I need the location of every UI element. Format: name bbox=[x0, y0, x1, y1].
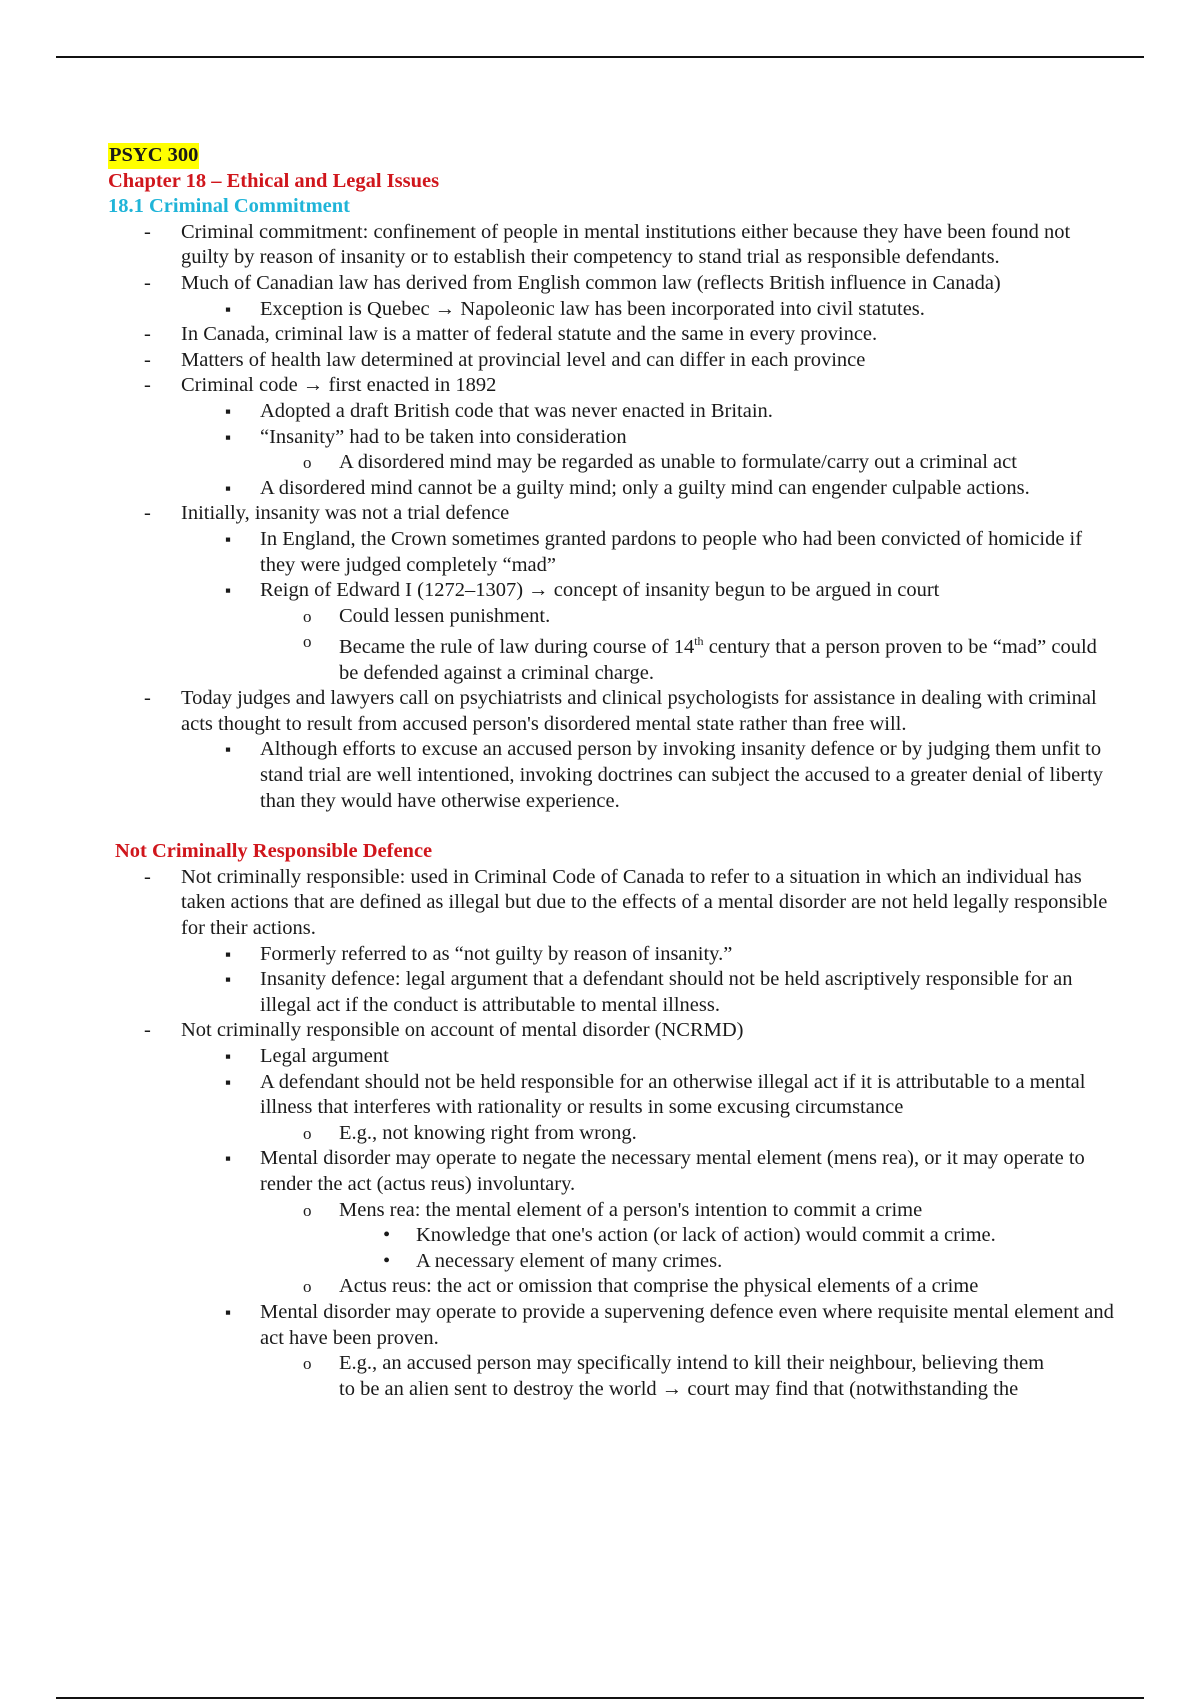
sub-list-item-text: “Insanity” had to be taken into consideration bbox=[260, 425, 627, 448]
text-line: o E.g., an accused person may specifically intend to kill their neighbour, believing them bbox=[339, 1352, 1045, 1375]
sub-list-item bbox=[181, 1070, 1118, 1147]
list-item: - Criminal commitment: confinement of people in mental institutions either because they have been found not guilty by reason of insanity or to establish their competency to stand trial as responsible defendants. bbox=[108, 220, 1118, 271]
chapter-title: Chapter 18 – Ethical and Legal Issues bbox=[108, 169, 440, 192]
sub-list-item: ▪ Insanity defence: legal argument that a defendant should not be held ascriptively responsible for an illegal act if the conduct is attributable to mental illness. bbox=[181, 967, 1118, 1018]
text-part: Became the rule of law during course of 14 bbox=[339, 636, 695, 659]
section-title-ncr-defence: Not Criminally Responsible Defence bbox=[115, 840, 433, 863]
sub-sub-list-item: o A disordered mind may be regarded as unable to formulate/carry out a criminal act bbox=[260, 450, 1118, 476]
sub-sub-list-item: o E.g., not knowing right from wrong. bbox=[260, 1121, 1118, 1147]
sub-sub-list-item: o Could lessen punishment. bbox=[260, 604, 1118, 630]
deep-list-item: • A necessary element of many crimes. bbox=[339, 1249, 1118, 1275]
sub-list-item bbox=[181, 425, 1118, 476]
list-item bbox=[108, 1018, 1118, 1402]
header-rule bbox=[56, 56, 1144, 58]
ncr-defence-list bbox=[108, 865, 1118, 1402]
sub-sub-list-item bbox=[260, 1198, 1118, 1275]
list-item bbox=[108, 686, 1118, 814]
list-item bbox=[108, 271, 1118, 322]
sub-sub-list-item bbox=[260, 629, 1118, 686]
sub-sub-list-item-text: Mens rea: the mental element of a person's intention to commit a crime bbox=[339, 1198, 923, 1221]
sub-list-item: ▪ Formerly referred to as “not guilty by reason of insanity.” bbox=[181, 942, 1118, 968]
list-item-text: Today judges and lawyers call on psychiatrists and clinical psychologists for assistance in dealing with criminal acts thought to result from accused person's disordered mental state rather than free will. bbox=[181, 687, 1097, 735]
sub-list-item: ▪ A disordered mind cannot be a guilty mind; only a guilty mind can engender culpable actions. bbox=[181, 476, 1118, 502]
sub-list-item: ▪ Although efforts to excuse an accused person by invoking insanity defence or by judging them unfit to stand trial are well intentioned, invoking doctrines can subject the accused to a greater denial of liberty than they would have otherwise experience. bbox=[181, 737, 1118, 814]
sub-list-item: ▪ Adopted a draft British code that was never enacted in Britain. bbox=[181, 399, 1118, 425]
sub-list-item-text: Reign of Edward I (1272–1307) → concept of insanity begun to be argued in court bbox=[260, 579, 940, 602]
text-line: to be an alien sent to destroy the world → court may find that (notwithstanding the bbox=[339, 1377, 1019, 1400]
deep-list-item: • Knowledge that one's action (or lack of action) would commit a crime. bbox=[339, 1223, 1118, 1249]
superscript: th bbox=[694, 634, 704, 649]
list-item-text: Much of Canadian law has derived from English common law (reflects British influence in Canada) bbox=[181, 271, 1001, 294]
sub-list-item bbox=[181, 578, 1118, 686]
list-item-text: Initially, insanity was not a trial defence bbox=[181, 502, 510, 525]
section-title-criminal-commitment: 18.1 Criminal Commitment bbox=[108, 195, 350, 218]
sub-list-item bbox=[181, 1300, 1118, 1402]
list-item-text: Not criminally responsible on account of mental disorder (NCRMD) bbox=[181, 1019, 744, 1042]
text-part: century that a person proven to be “mad” could be defended against a criminal charge. bbox=[339, 636, 1097, 684]
sub-sub-list-item: o Actus reus: the act or omission that comprise the physical elements of a crime bbox=[260, 1274, 1118, 1300]
sub-list-item bbox=[181, 1146, 1118, 1300]
list-item: - Matters of health law determined at provincial level and can differ in each province bbox=[108, 348, 1118, 374]
list-item: - In Canada, criminal law is a matter of federal statute and the same in every province. bbox=[108, 322, 1118, 348]
list-item bbox=[108, 865, 1118, 1019]
list-item-text: Criminal code → first enacted in 1892 bbox=[181, 374, 497, 397]
list-item-text: Not criminally responsible: used in Criminal Code of Canada to refer to a situation in which an individual has taken actions that are defined as illegal but due to the effects of a mental disorder are not held legally responsible for their actions. bbox=[181, 865, 1108, 940]
list-item bbox=[108, 373, 1118, 501]
sub-sub-list-item bbox=[260, 1351, 1118, 1402]
sub-list-item: ▪ Legal argument bbox=[181, 1044, 1118, 1070]
list-item bbox=[108, 501, 1118, 686]
sub-list-item-text: Mental disorder may operate to provide a supervening defence even where requisite mental element and act have been proven. bbox=[260, 1300, 1114, 1349]
sub-list-item: ▪ In England, the Crown sometimes granted pardons to people who had been convicted of homicide if they were judged completely “mad” bbox=[181, 527, 1118, 578]
sub-list-item-text: Mental disorder may operate to negate the necessary mental element (mens rea), or it may operate to render the act (actus reus) involuntary. bbox=[260, 1147, 1085, 1195]
course-code: PSYC 300 bbox=[108, 143, 199, 169]
footer-rule bbox=[56, 1697, 1144, 1699]
sub-list-item-text: A defendant should not be held responsible for an otherwise illegal act if it is attributable to a mental illness that interferes with rationality or results in some excusing circumstance bbox=[260, 1070, 1086, 1119]
document-page bbox=[108, 143, 1118, 1402]
criminal-commitment-list bbox=[108, 220, 1118, 814]
sub-list-item: ▪ Exception is Quebec → Napoleonic law has been incorporated into civil statutes. bbox=[181, 297, 1118, 323]
